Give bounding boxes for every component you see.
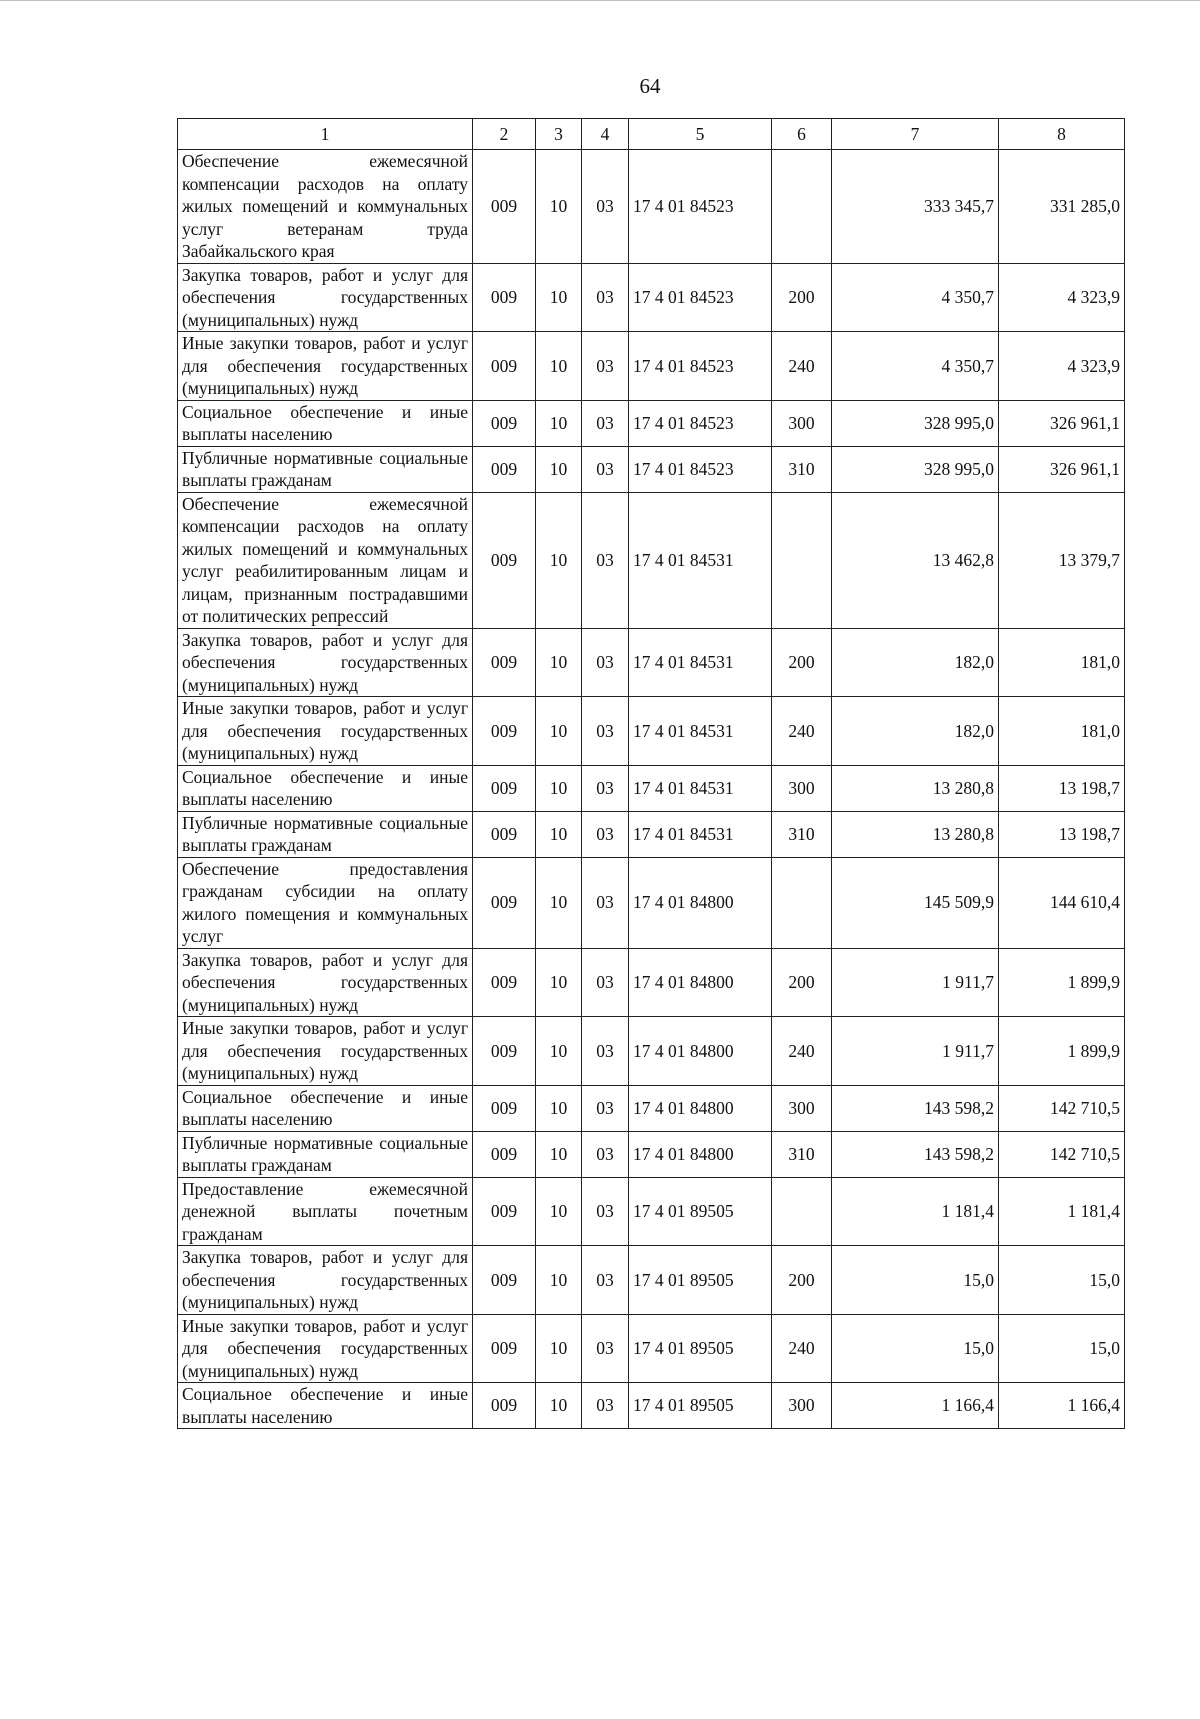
- row-description: Публичные нормативные социальные выплаты гражданам: [178, 1131, 473, 1177]
- row-ministry-code: 009: [473, 492, 536, 628]
- row-description: Обеспечение ежемесячной компенсации расходов на оплату жилых помещений и коммунальных услуг реабилитированным лицам и лицам, признанным пострадавшими от политических репрессий: [178, 492, 473, 628]
- row-expense-type: 200: [772, 948, 832, 1017]
- row-amount-col7: 4 350,7: [832, 332, 999, 401]
- row-amount-col8: 142 710,5: [999, 1131, 1125, 1177]
- row-expense-type: 200: [772, 628, 832, 697]
- row-amount-col7: 143 598,2: [832, 1085, 999, 1131]
- row-section-code: 10: [536, 400, 582, 446]
- row-ministry-code: 009: [473, 1314, 536, 1383]
- row-section-code: 10: [536, 492, 582, 628]
- row-expense-type: [772, 1177, 832, 1246]
- row-section-code: 10: [536, 1314, 582, 1383]
- row-section-code: 10: [536, 628, 582, 697]
- row-subsection-code: 03: [582, 857, 629, 948]
- row-amount-col7: 13 462,8: [832, 492, 999, 628]
- row-subsection-code: 03: [582, 1177, 629, 1246]
- row-description: Закупка товаров, работ и услуг для обеспечения государственных (муниципальных) нужд: [178, 1246, 473, 1315]
- row-amount-col7: 333 345,7: [832, 150, 999, 264]
- row-amount-col8: 144 610,4: [999, 857, 1125, 948]
- row-amount-col7: 145 509,9: [832, 857, 999, 948]
- row-ministry-code: 009: [473, 446, 536, 492]
- row-ministry-code: 009: [473, 765, 536, 811]
- row-ministry-code: 009: [473, 628, 536, 697]
- row-ministry-code: 009: [473, 697, 536, 766]
- header-col-6: 6: [772, 119, 832, 150]
- row-section-code: 10: [536, 263, 582, 332]
- header-col-7: 7: [832, 119, 999, 150]
- row-expense-type: 300: [772, 765, 832, 811]
- row-expense-type: [772, 150, 832, 264]
- row-description: Социальное обеспечение и иные выплаты населению: [178, 1383, 473, 1429]
- row-target-article: 17 4 01 84531: [629, 628, 772, 697]
- row-target-article: 17 4 01 84531: [629, 765, 772, 811]
- row-amount-col7: 15,0: [832, 1314, 999, 1383]
- table-row: [178, 446, 1125, 492]
- table-row: [178, 697, 1125, 766]
- row-description: Предоставление ежемесячной денежной выплаты почетным гражданам: [178, 1177, 473, 1246]
- row-subsection-code: 03: [582, 1017, 629, 1086]
- row-description: Публичные нормативные социальные выплаты гражданам: [178, 811, 473, 857]
- row-target-article: 17 4 01 84800: [629, 1085, 772, 1131]
- row-description: Закупка товаров, работ и услуг для обеспечения государственных (муниципальных) нужд: [178, 628, 473, 697]
- table-header: [178, 119, 1125, 150]
- row-target-article: 17 4 01 84523: [629, 150, 772, 264]
- row-amount-col8: 13 198,7: [999, 765, 1125, 811]
- row-amount-col8: 4 323,9: [999, 263, 1125, 332]
- row-target-article: 17 4 01 84531: [629, 492, 772, 628]
- row-amount-col8: 4 323,9: [999, 332, 1125, 401]
- row-amount-col8: 181,0: [999, 628, 1125, 697]
- row-section-code: 10: [536, 446, 582, 492]
- row-ministry-code: 009: [473, 1085, 536, 1131]
- row-amount-col8: 142 710,5: [999, 1085, 1125, 1131]
- row-target-article: 17 4 01 84523: [629, 263, 772, 332]
- budget-table: [177, 118, 1125, 1429]
- row-amount-col8: 181,0: [999, 697, 1125, 766]
- header-col-3: 3: [536, 119, 582, 150]
- table-row: [178, 1383, 1125, 1429]
- row-amount-col8: 326 961,1: [999, 400, 1125, 446]
- row-amount-col7: 1 181,4: [832, 1177, 999, 1246]
- row-section-code: 10: [536, 948, 582, 1017]
- row-amount-col7: 1 166,4: [832, 1383, 999, 1429]
- row-section-code: 10: [536, 765, 582, 811]
- row-ministry-code: 009: [473, 400, 536, 446]
- row-target-article: 17 4 01 89505: [629, 1177, 772, 1246]
- row-subsection-code: 03: [582, 1246, 629, 1315]
- row-target-article: 17 4 01 84531: [629, 697, 772, 766]
- row-section-code: 10: [536, 1017, 582, 1086]
- row-amount-col7: 328 995,0: [832, 400, 999, 446]
- row-expense-type: [772, 492, 832, 628]
- row-amount-col7: 1 911,7: [832, 948, 999, 1017]
- row-description: Иные закупки товаров, работ и услуг для обеспечения государственных (муниципальных) нужд: [178, 332, 473, 401]
- row-subsection-code: 03: [582, 1131, 629, 1177]
- row-section-code: 10: [536, 150, 582, 264]
- row-expense-type: 300: [772, 1383, 832, 1429]
- row-amount-col7: 13 280,8: [832, 811, 999, 857]
- row-section-code: 10: [536, 1177, 582, 1246]
- row-ministry-code: 009: [473, 150, 536, 264]
- row-section-code: 10: [536, 697, 582, 766]
- row-amount-col8: 1 181,4: [999, 1177, 1125, 1246]
- table-row: [178, 857, 1125, 948]
- row-subsection-code: 03: [582, 263, 629, 332]
- row-ministry-code: 009: [473, 948, 536, 1017]
- row-expense-type: 310: [772, 1131, 832, 1177]
- row-target-article: 17 4 01 84523: [629, 332, 772, 401]
- table-row: [178, 948, 1125, 1017]
- row-ministry-code: 009: [473, 263, 536, 332]
- row-ministry-code: 009: [473, 1131, 536, 1177]
- row-description: Социальное обеспечение и иные выплаты населению: [178, 765, 473, 811]
- row-subsection-code: 03: [582, 948, 629, 1017]
- row-ministry-code: 009: [473, 1017, 536, 1086]
- row-expense-type: 240: [772, 697, 832, 766]
- row-target-article: 17 4 01 89505: [629, 1314, 772, 1383]
- row-description: Иные закупки товаров, работ и услуг для обеспечения государственных (муниципальных) нужд: [178, 1314, 473, 1383]
- row-amount-col8: 1 899,9: [999, 1017, 1125, 1086]
- header-col-8: 8: [999, 119, 1125, 150]
- row-amount-col8: 1 899,9: [999, 948, 1125, 1017]
- row-amount-col7: 4 350,7: [832, 263, 999, 332]
- row-expense-type: 200: [772, 1246, 832, 1315]
- row-amount-col8: 15,0: [999, 1314, 1125, 1383]
- row-subsection-code: 03: [582, 1314, 629, 1383]
- row-section-code: 10: [536, 1383, 582, 1429]
- table-body: [178, 150, 1125, 1429]
- row-section-code: 10: [536, 857, 582, 948]
- table-row: [178, 765, 1125, 811]
- row-amount-col7: 15,0: [832, 1246, 999, 1315]
- row-subsection-code: 03: [582, 446, 629, 492]
- row-ministry-code: 009: [473, 857, 536, 948]
- row-expense-type: 240: [772, 1314, 832, 1383]
- header-col-1: 1: [178, 119, 473, 150]
- row-amount-col8: 13 379,7: [999, 492, 1125, 628]
- row-subsection-code: 03: [582, 400, 629, 446]
- row-section-code: 10: [536, 1085, 582, 1131]
- table-row: [178, 1131, 1125, 1177]
- row-target-article: 17 4 01 84800: [629, 1131, 772, 1177]
- row-subsection-code: 03: [582, 492, 629, 628]
- table-row: [178, 1017, 1125, 1086]
- row-target-article: 17 4 01 84800: [629, 857, 772, 948]
- row-description: Обеспечение предоставления гражданам субсидии на оплату жилого помещения и коммунальных услуг: [178, 857, 473, 948]
- top-rule: [0, 0, 1200, 1]
- row-target-article: 17 4 01 84523: [629, 446, 772, 492]
- row-subsection-code: 03: [582, 811, 629, 857]
- row-section-code: 10: [536, 332, 582, 401]
- row-target-article: 17 4 01 84800: [629, 1017, 772, 1086]
- row-expense-type: 200: [772, 263, 832, 332]
- table-row: [178, 628, 1125, 697]
- row-ministry-code: 009: [473, 1177, 536, 1246]
- row-amount-col8: 1 166,4: [999, 1383, 1125, 1429]
- table-row: [178, 1246, 1125, 1315]
- table-row: [178, 1177, 1125, 1246]
- page-number: 64: [639, 74, 661, 98]
- row-amount-col7: 328 995,0: [832, 446, 999, 492]
- table-row: [178, 492, 1125, 628]
- row-expense-type: 240: [772, 1017, 832, 1086]
- row-description: Социальное обеспечение и иные выплаты населению: [178, 1085, 473, 1131]
- header-row: [178, 119, 1125, 150]
- table-row: [178, 150, 1125, 264]
- table-row: [178, 1085, 1125, 1131]
- row-target-article: 17 4 01 89505: [629, 1246, 772, 1315]
- header-col-2: 2: [473, 119, 536, 150]
- row-target-article: 17 4 01 84531: [629, 811, 772, 857]
- row-amount-col8: 326 961,1: [999, 446, 1125, 492]
- row-description: Иные закупки товаров, работ и услуг для обеспечения государственных (муниципальных) нужд: [178, 697, 473, 766]
- row-subsection-code: 03: [582, 150, 629, 264]
- row-description: Обеспечение ежемесячной компенсации расходов на оплату жилых помещений и коммунальных услуг ветеранам труда Забайкальского края: [178, 150, 473, 264]
- row-amount-col7: 182,0: [832, 628, 999, 697]
- row-section-code: 10: [536, 811, 582, 857]
- table-row: [178, 263, 1125, 332]
- row-subsection-code: 03: [582, 697, 629, 766]
- row-description: Публичные нормативные социальные выплаты гражданам: [178, 446, 473, 492]
- row-expense-type: 310: [772, 446, 832, 492]
- table-row: [178, 811, 1125, 857]
- row-amount-col7: 182,0: [832, 697, 999, 766]
- table-row: [178, 1314, 1125, 1383]
- row-expense-type: 310: [772, 811, 832, 857]
- row-expense-type: 300: [772, 400, 832, 446]
- row-amount-col8: 15,0: [999, 1246, 1125, 1315]
- row-expense-type: 300: [772, 1085, 832, 1131]
- row-ministry-code: 009: [473, 1246, 536, 1315]
- row-description: Иные закупки товаров, работ и услуг для обеспечения государственных (муниципальных) нужд: [178, 1017, 473, 1086]
- row-ministry-code: 009: [473, 332, 536, 401]
- row-subsection-code: 03: [582, 1085, 629, 1131]
- row-amount-col8: 13 198,7: [999, 811, 1125, 857]
- row-section-code: 10: [536, 1131, 582, 1177]
- row-ministry-code: 009: [473, 811, 536, 857]
- row-target-article: 17 4 01 84523: [629, 400, 772, 446]
- row-amount-col7: 13 280,8: [832, 765, 999, 811]
- row-amount-col7: 143 598,2: [832, 1131, 999, 1177]
- row-target-article: 17 4 01 84800: [629, 948, 772, 1017]
- row-expense-type: [772, 857, 832, 948]
- row-amount-col8: 331 285,0: [999, 150, 1125, 264]
- header-col-4: 4: [582, 119, 629, 150]
- row-expense-type: 240: [772, 332, 832, 401]
- row-description: Социальное обеспечение и иные выплаты населению: [178, 400, 473, 446]
- row-subsection-code: 03: [582, 1383, 629, 1429]
- row-subsection-code: 03: [582, 628, 629, 697]
- table-row: [178, 400, 1125, 446]
- row-target-article: 17 4 01 89505: [629, 1383, 772, 1429]
- row-subsection-code: 03: [582, 332, 629, 401]
- header-col-5: 5: [629, 119, 772, 150]
- table-row: [178, 332, 1125, 401]
- row-subsection-code: 03: [582, 765, 629, 811]
- row-section-code: 10: [536, 1246, 582, 1315]
- row-ministry-code: 009: [473, 1383, 536, 1429]
- row-description: Закупка товаров, работ и услуг для обеспечения государственных (муниципальных) нужд: [178, 263, 473, 332]
- row-amount-col7: 1 911,7: [832, 1017, 999, 1086]
- row-description: Закупка товаров, работ и услуг для обеспечения государственных (муниципальных) нужд: [178, 948, 473, 1017]
